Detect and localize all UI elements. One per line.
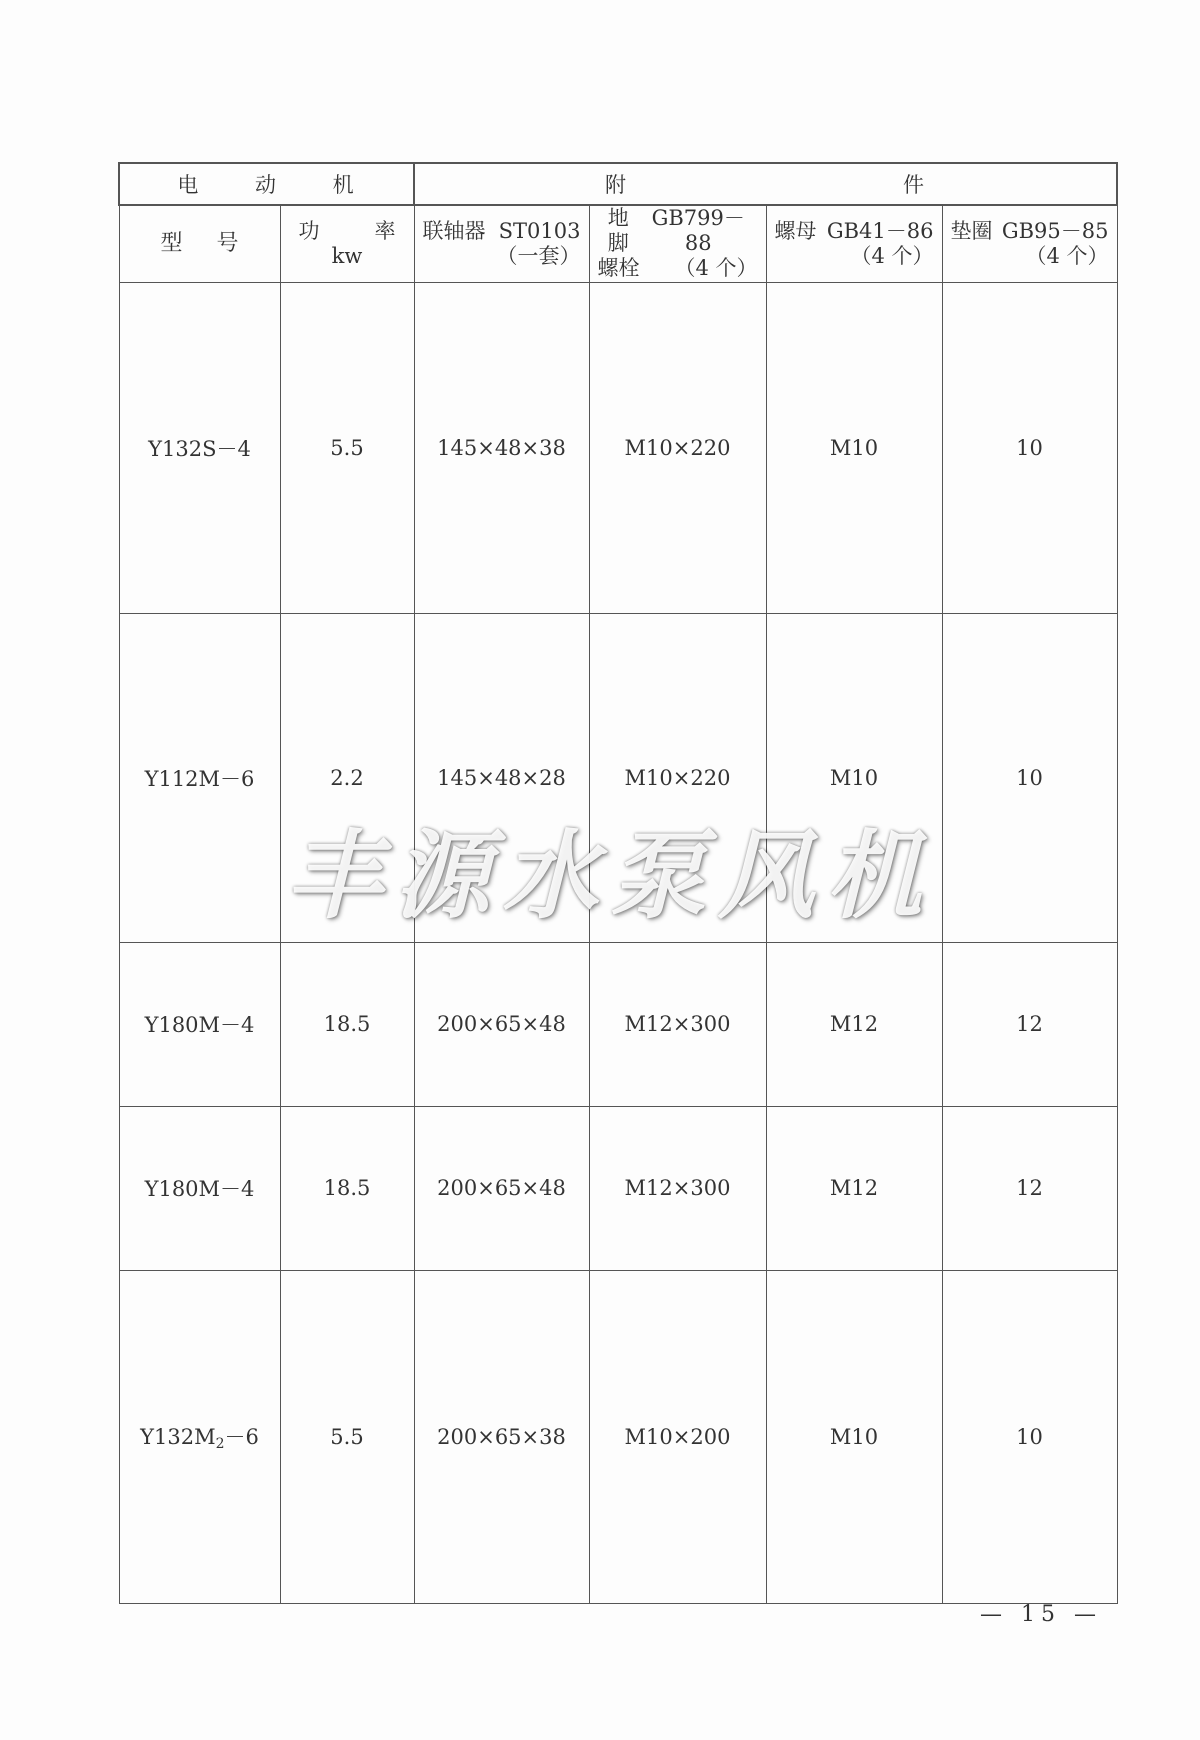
cell-bolt: M10×220 [589,282,766,613]
header-model-char-2: 号 [216,230,239,256]
cell-coupling: 145×48×28 [414,613,589,942]
cell-power: 18.5 [280,942,414,1106]
header-anchor-bolt [589,205,766,282]
cell-power: 5.5 [280,1270,414,1603]
cell-coupling: 200×65×38 [414,1270,589,1603]
header-bolt-label-b: 螺栓 [597,256,640,281]
cell-bolt: M12×300 [589,942,766,1106]
header-attach-char-2: 件 [903,173,926,197]
header-power-char-2: 率 [374,218,396,243]
cell-washer: 10 [942,613,1117,942]
cell-washer: 10 [942,282,1117,613]
header-coupling-label: 联轴器 [422,218,486,243]
header-power-unit: kw [331,243,363,268]
header-power [280,205,414,282]
table-row [119,1270,1117,1603]
header-bolt-code: GB799－88 [651,206,745,256]
header-washer-qty: （4 个） [1025,243,1109,268]
model-prefix: Y132M [140,1425,216,1450]
header-attach-char-1: 附 [605,173,628,197]
cell-model: Y180M－4 [119,942,280,1106]
cell-bolt: M10×220 [589,613,766,942]
cell-washer: 12 [942,1106,1117,1270]
header-attachments-group [414,163,1117,205]
header-nut-label: 螺母 [774,218,817,243]
model-suffix: －6 [224,1425,259,1450]
header-motor-char-3: 机 [332,173,356,197]
header-motor-char-1: 电 [177,173,201,197]
header-coupling-code: ST0103 [498,218,581,243]
header-bolt-qty: （4 个） [674,256,758,281]
header-motor-char-2: 动 [254,173,278,197]
cell-model: Y180M－4 [119,1106,280,1270]
cell-nut: M10 [766,282,942,613]
model-subscript: 2 [215,1436,225,1453]
header-nut [766,205,942,282]
header-model [119,205,280,282]
header-model-char-1: 型 [160,230,183,256]
header-washer [942,205,1117,282]
cell-bolt: M12×300 [589,1106,766,1270]
watermark: 丰源水泵风机 [286,819,934,932]
cell-coupling: 200×65×48 [414,1106,589,1270]
header-bolt-label-a: 地脚 [607,206,629,256]
cell-model: Y112M－6 [119,613,280,942]
cell-power: 18.5 [280,1106,414,1270]
header-washer-code: GB95－85 [1001,218,1109,243]
cell-nut: M10 [766,613,942,942]
motor-accessory-table [118,162,1118,1604]
table-row [119,942,1117,1106]
cell-coupling: 200×65×48 [414,942,589,1106]
table-row [119,282,1117,613]
cell-washer: 10 [942,1270,1117,1603]
header-nut-qty: （4 个） [850,243,934,268]
cell-nut: M12 [766,1106,942,1270]
header-power-char-1: 功 [298,218,320,243]
cell-nut: M10 [766,1270,942,1603]
cell-nut: M12 [766,942,942,1106]
page-number: — 15 — [980,1602,1102,1627]
cell-power: 5.5 [280,282,414,613]
header-coupling-qty: （一套） [496,243,581,268]
header-washer-label: 垫圈 [950,218,993,243]
cell-model: Y132S－4 [119,282,280,613]
cell-power: 2.2 [280,613,414,942]
header-coupling [414,205,589,282]
cell-model [119,1270,280,1603]
cell-bolt: M10×200 [589,1270,766,1603]
cell-coupling: 145×48×38 [414,282,589,613]
header-nut-code: GB41－86 [826,218,934,243]
header-motor-group [119,163,414,205]
cell-washer: 12 [942,942,1117,1106]
table-row [119,613,1117,942]
table-row [119,1106,1117,1270]
